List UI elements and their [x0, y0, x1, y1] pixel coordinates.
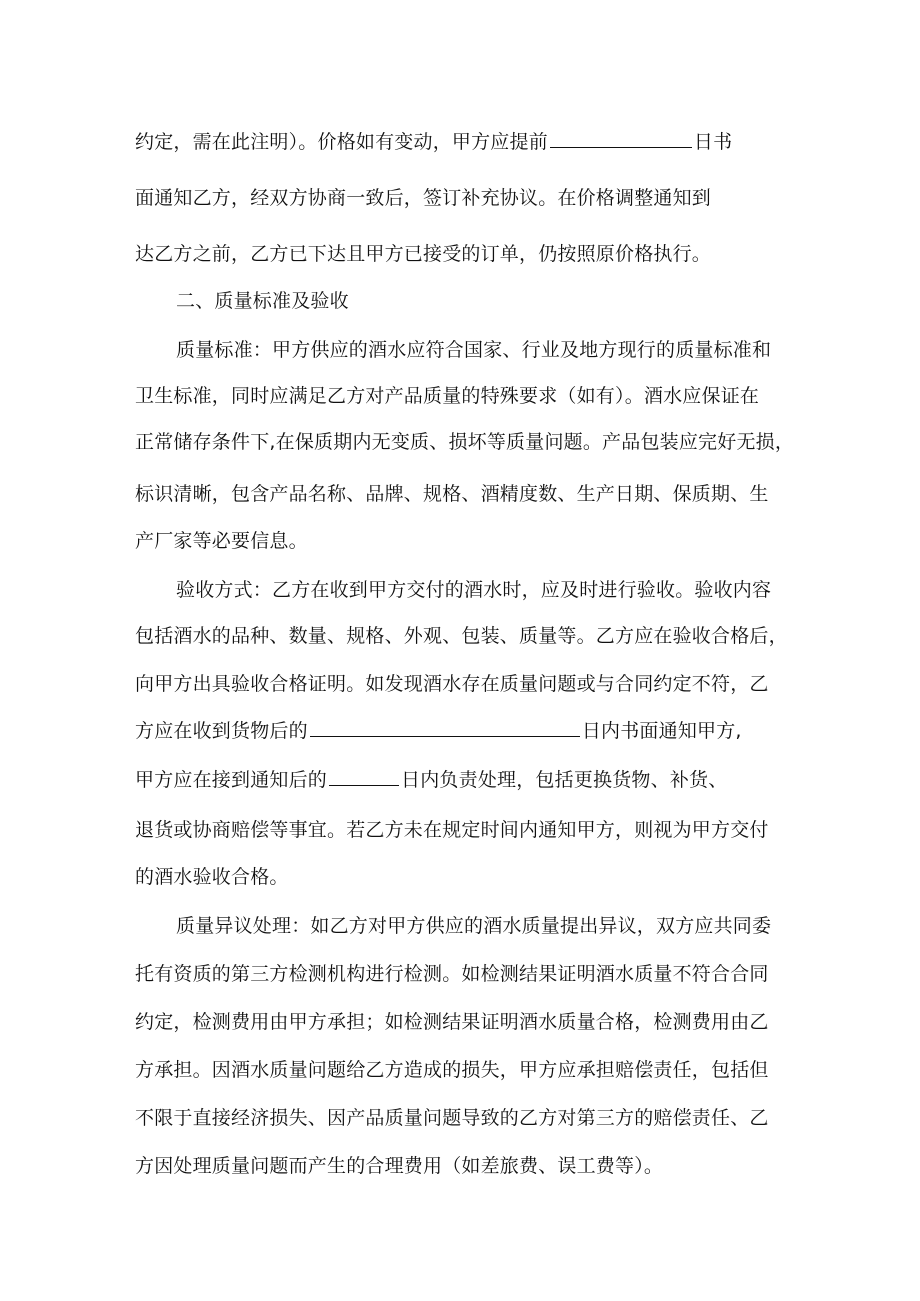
text-segment: 日书 — [693, 131, 733, 153]
text-line: 产厂家等必要信息。 — [135, 530, 308, 552]
blank-underline — [329, 766, 399, 786]
text-segment: 甲方应在接到通知后的 — [135, 769, 328, 791]
text-line: 质量异议处理：如乙方对甲方供应的酒水质量提出异议，双方应共同委 — [176, 915, 772, 937]
blank-underline — [550, 128, 692, 148]
section-heading: 二、质量标准及验收 — [176, 290, 349, 312]
text-segment: 方应在收到货物后的 — [135, 720, 308, 742]
text-line: 验收方式：乙方在收到甲方交付的酒水时，应及时进行验收。验收内容 — [176, 579, 772, 601]
text-line: 面通知乙方，经双方协商一致后，签订补充协议。在价格调整通知到 — [135, 187, 712, 209]
text-segment: 约定，需在此注明）。价格如有变动，甲方应提前 — [135, 131, 548, 153]
blank-underline — [310, 717, 580, 737]
text-line: 托有资质的第三方检测机构进行检测。如检测结果证明酒水质量不符合合同 — [135, 963, 769, 985]
text-segment: 日内负责处理，包括更换货物、补货、 — [401, 769, 728, 791]
text-line — [135, 766, 805, 794]
text-line: 质量标准：甲方供应的酒水应符合国家、行业及地方现行的质量标准和 — [176, 339, 772, 361]
text-line: 方承担。因酒水质量问题给乙方造成的损失，甲方应承担赔偿责任，包括但 — [135, 1059, 769, 1081]
text-line: 卫生标准，同时应满足乙方对产品质量的特殊要求（如有）。酒水应保证在 — [135, 385, 760, 407]
text-line: 正常储存条件下,在保质期内无变质、损坏等质量问题。产品包装应完好无损， — [135, 431, 795, 453]
text-line: 不限于直接经济损失、因产品质量问题导致的乙方对第三方的赔偿责任、乙 — [135, 1107, 769, 1129]
text-line: 退货或协商赔偿等事宜。若乙方未在规定时间内通知甲方，则视为甲方交付 — [135, 819, 769, 841]
text-line: 达乙方之前，乙方已下达且甲方已接受的订单，仍按照原价格执行。 — [135, 243, 712, 265]
text-line: 约定，检测费用由甲方承担；如检测结果证明酒水质量合格，检测费用由乙 — [135, 1011, 769, 1033]
text-line: 方因处理质量问题而产生的合理费用（如差旅费、误工费等）。 — [135, 1155, 664, 1177]
text-line: 标识清晰，包含产品名称、品牌、规格、酒精度数、生产日期、保质期、生 — [135, 483, 769, 505]
text-segment: 日内书面通知甲方, — [581, 720, 742, 742]
text-line: 包括酒水的品种、数量、规格、外观、包装、质量等。乙方应在验收合格后， — [135, 625, 788, 647]
text-line — [135, 128, 805, 156]
text-line: 向甲方出具验收合格证明。如发现酒水存在质量问题或与合同约定不符，乙 — [135, 673, 769, 695]
text-line — [135, 717, 805, 745]
text-line: 的酒水验收合格。 — [135, 866, 289, 888]
